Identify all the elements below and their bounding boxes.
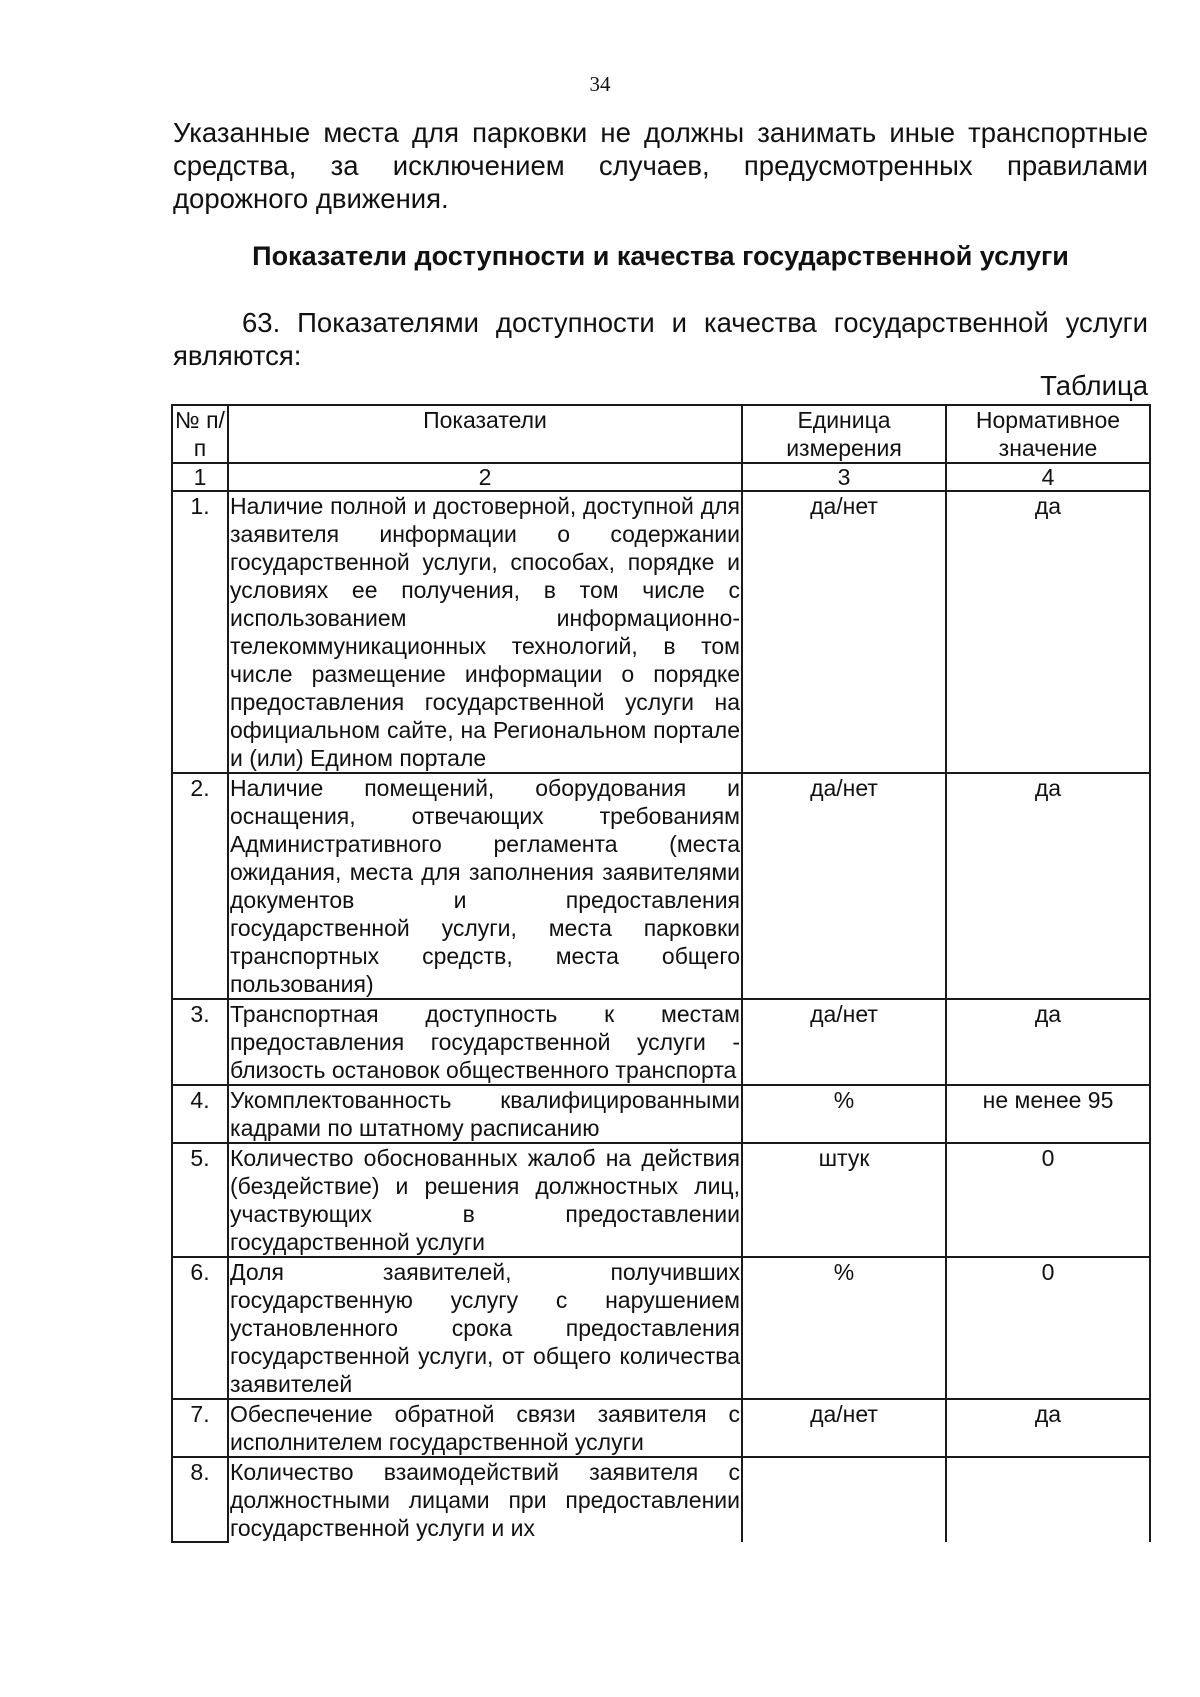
page-number: 34 (589, 72, 611, 96)
row-unit: штук (742, 1143, 946, 1257)
row-norm: да (946, 1399, 1150, 1457)
column-number: 2 (228, 463, 742, 491)
table-row (172, 1457, 1150, 1542)
indicators-table (171, 404, 1151, 1543)
row-norm: 0 (946, 1257, 1150, 1399)
section-heading: Показатели доступности и качества государственной услуги (252, 241, 1069, 271)
row-number: 8. (172, 1457, 228, 1542)
row-unit: да/нет (742, 1399, 946, 1457)
row-norm: да (946, 999, 1150, 1085)
row-number: 4. (172, 1085, 228, 1143)
row-norm: да (946, 491, 1150, 773)
row-indicator: Транспортная доступность к местам предоставления государственной услуги - близость остановок общественного транспорта (230, 1001, 740, 1083)
row-number: 1. (172, 491, 228, 773)
row-norm (946, 1457, 1150, 1542)
row-indicator: Количество взаимодействий заявителя с должностными лицами при предоставлении государственной услуги и их (230, 1459, 740, 1541)
row-indicator: Наличие помещений, оборудования и оснащения, отвечающих требованиям Административного регламента (места ожидания, места для заполнения заявителями документов и предоставления государственной услуги, места парковки транспортных средств, места общего пользования) (230, 775, 740, 997)
header-num: № п/п (172, 405, 228, 463)
column-number: 3 (742, 463, 946, 491)
table-row (172, 1085, 1150, 1143)
intro-paragraph: Указанные места для парковки не должны занимать иные транспортные средства, за исключением случаев, предусмотренных правилами дорожного движения. (173, 117, 1148, 214)
row-number: 2. (172, 773, 228, 999)
row-indicator: Обеспечение обратной связи заявителя с исполнителем государственной услуги (230, 1401, 740, 1455)
table-caption: Таблица (1040, 370, 1148, 401)
row-number: 6. (172, 1257, 228, 1399)
table-row (172, 1143, 1150, 1257)
header-norm: Нормативное значение (946, 405, 1150, 463)
table-row (172, 999, 1150, 1085)
row-indicator: Наличие полной и достоверной, доступной для заявителя информации о содержании государственной услуги, способах, порядке и условиях ее получения, в том числе с использованием информационно-телекоммуникационных технологий, в том числе размещение информации о порядке предоставления государственной услуги на официальном сайте, на Региональном портале и (или) Едином портале (230, 493, 740, 771)
row-unit: да/нет (742, 999, 946, 1085)
row-number: 5. (172, 1143, 228, 1257)
row-unit: да/нет (742, 773, 946, 999)
table-row (172, 773, 1150, 999)
row-norm: да (946, 773, 1150, 999)
column-number: 1 (172, 463, 228, 491)
row-unit: % (742, 1257, 946, 1399)
row-number: 3. (172, 999, 228, 1085)
row-norm: 0 (946, 1143, 1150, 1257)
row-indicator: Количество обоснованных жалоб на действия (бездействие) и решения должностных лиц, участвующих в предоставлении государственной услуги (230, 1145, 740, 1255)
table-header-row (172, 405, 1150, 463)
table-row (172, 491, 1150, 773)
row-number: 7. (172, 1399, 228, 1457)
column-number: 4 (946, 463, 1150, 491)
row-unit (742, 1457, 946, 1542)
row-indicator: Укомплектованность квалифицированными кадрами по штатному расписанию (230, 1087, 740, 1141)
column-number-row (172, 463, 1150, 491)
row-indicator: Доля заявителей, получивших государственную услугу с нарушением установленного срока предоставления государственной услуги, от общего количества заявителей (230, 1259, 740, 1397)
row-unit: % (742, 1085, 946, 1143)
row-unit: да/нет (742, 491, 946, 773)
header-unit: Единица измерения (742, 405, 946, 463)
header-indicator: Показатели (228, 405, 742, 463)
table-row (172, 1257, 1150, 1399)
row-norm: не менее 95 (946, 1085, 1150, 1143)
clause-63: 63. Показателями доступности и качества государственной услуги являются: (173, 307, 1148, 371)
table-row (172, 1399, 1150, 1457)
